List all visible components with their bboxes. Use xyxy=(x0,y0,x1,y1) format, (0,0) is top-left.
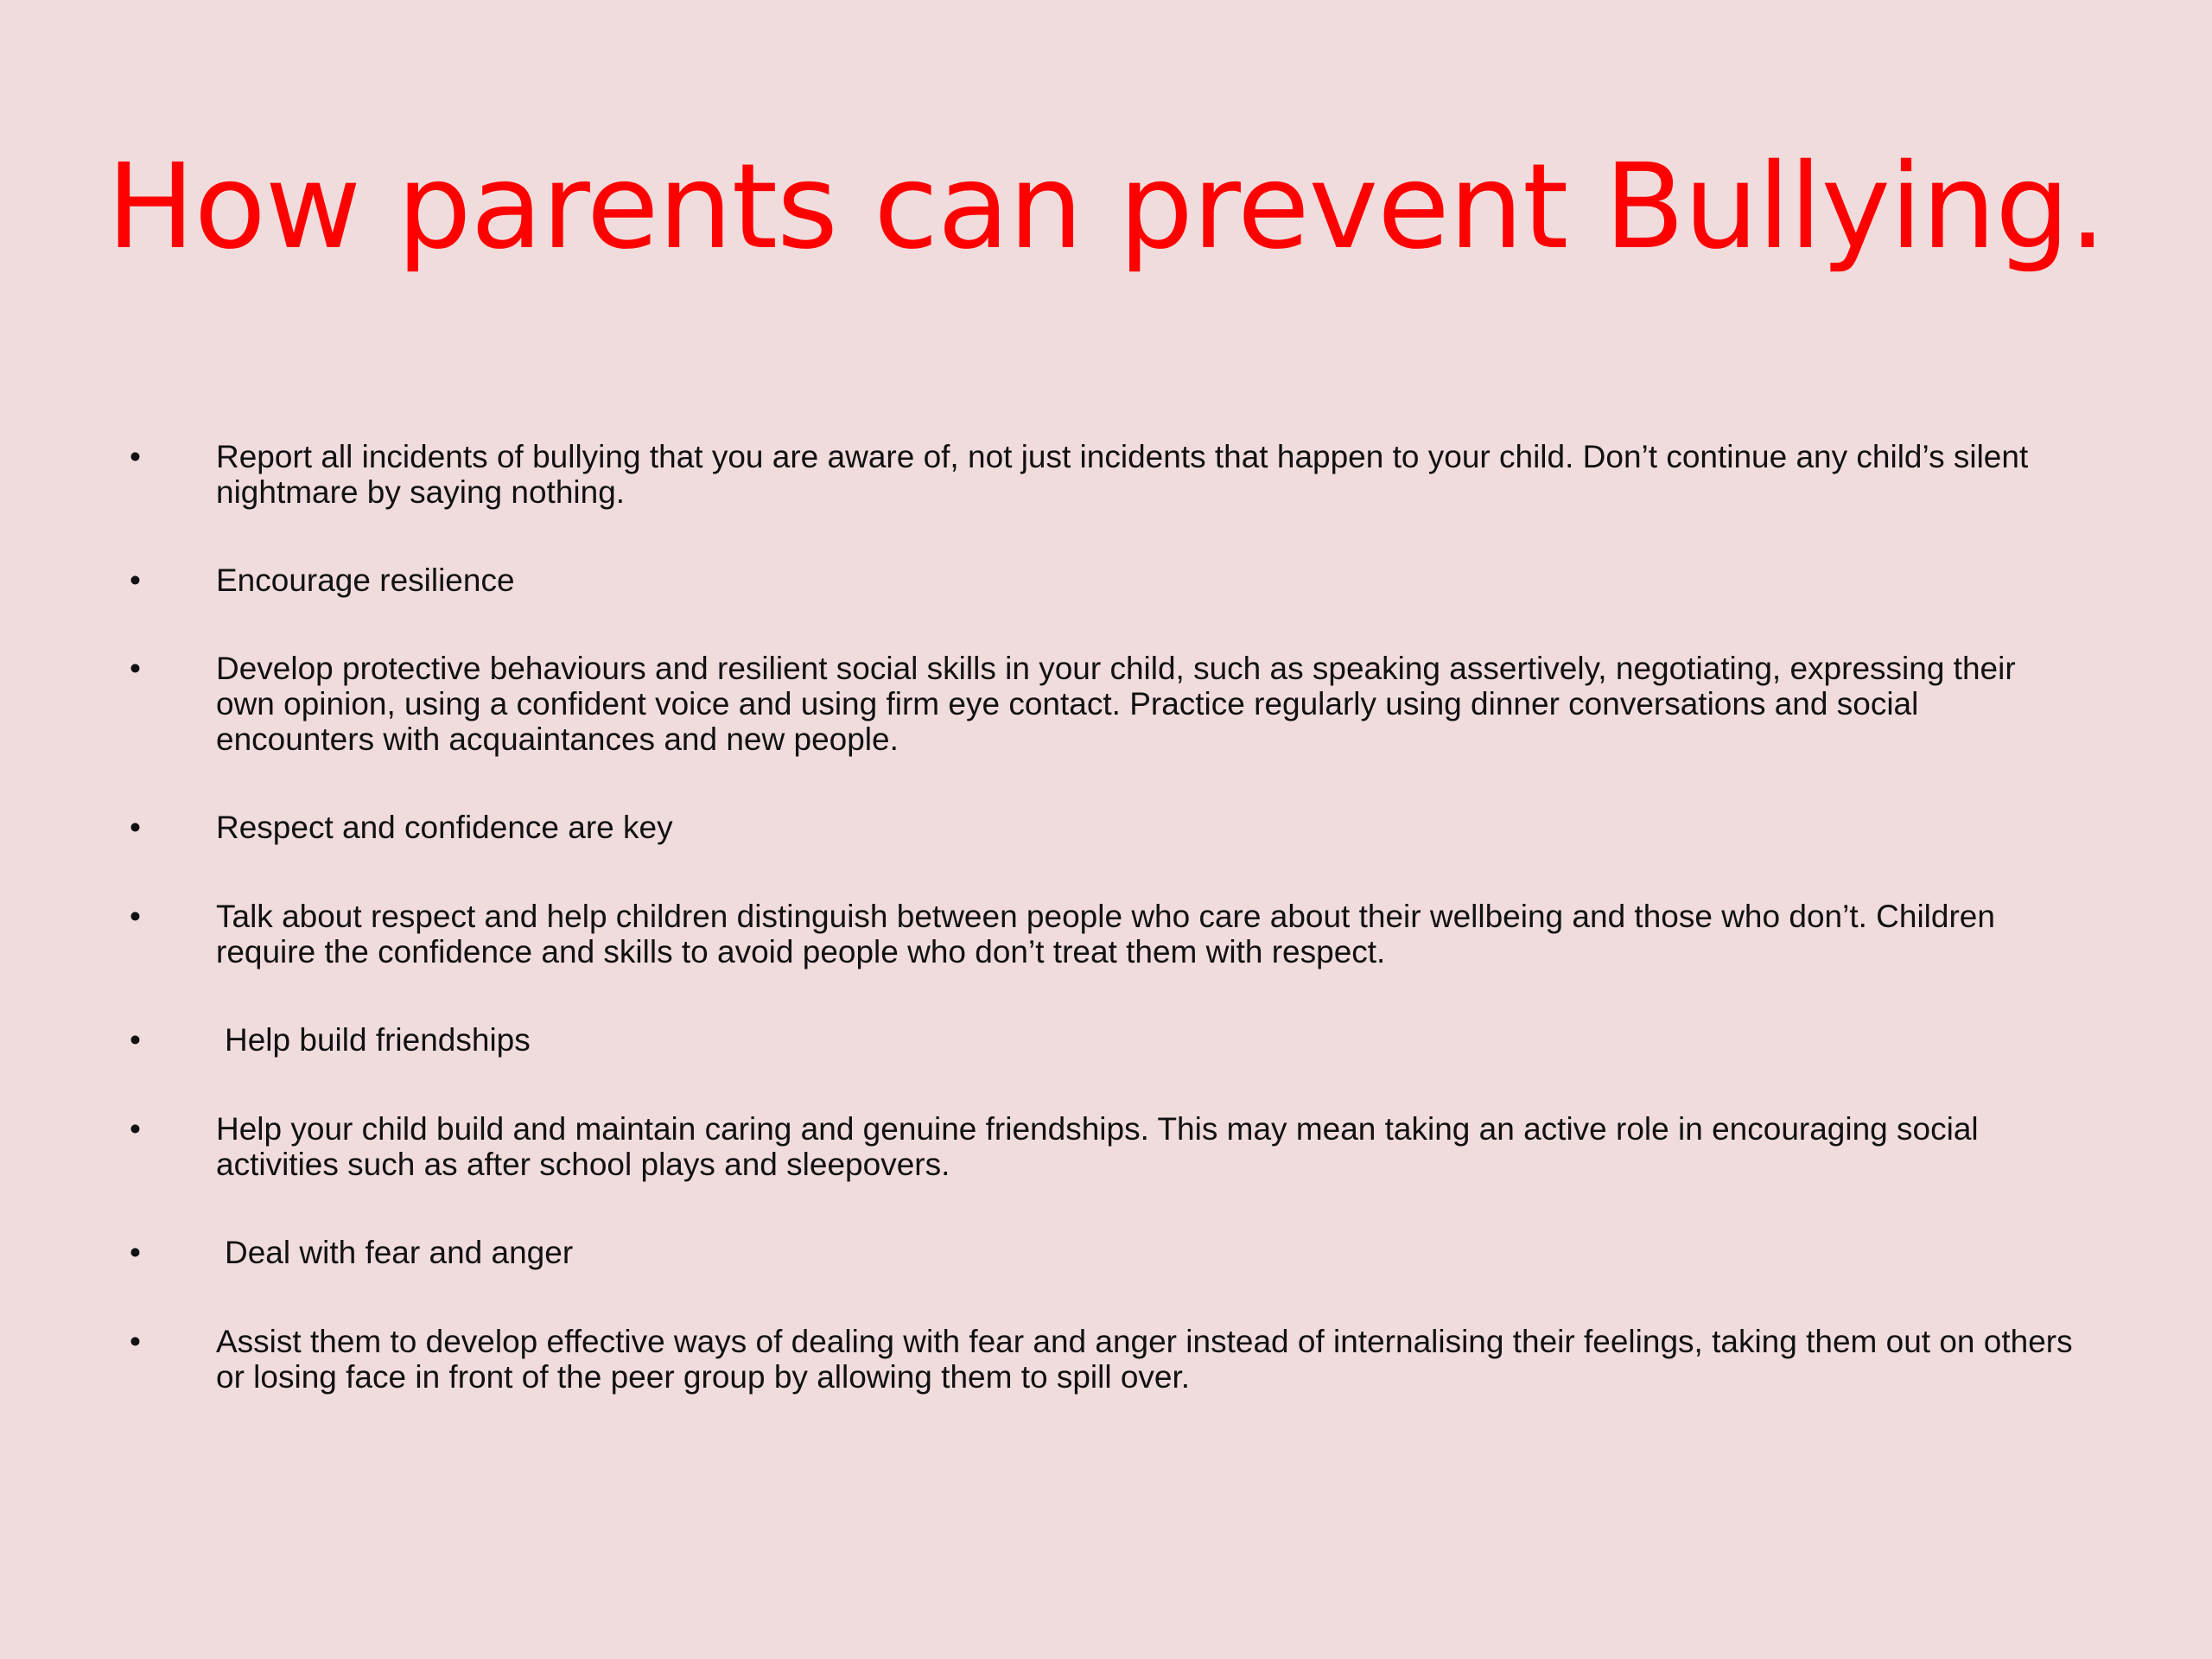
bullet-icon: • xyxy=(130,563,141,598)
bullet-text: Assist them to develop effective ways of dealing with fear and anger instead of internalising their feelings, taking them out on others or losing face in front of the peer group by allowing them to spill over. xyxy=(216,1324,2073,1395)
bullet-icon: • xyxy=(130,1324,141,1359)
bullet-item-report-incidents xyxy=(130,439,2082,510)
bullet-item-talk-about-respect xyxy=(130,899,2082,969)
bullet-text: Respect and confidence are key xyxy=(216,810,673,845)
bullet-icon: • xyxy=(130,1022,141,1058)
bullet-icon: • xyxy=(130,1111,141,1147)
bullet-icon: • xyxy=(130,810,141,845)
bullet-item-protective-behaviours xyxy=(130,651,2082,757)
bullet-icon: • xyxy=(130,1235,141,1270)
bullet-icon: • xyxy=(130,439,141,474)
bullet-item-fear-anger xyxy=(130,1235,2082,1270)
bullet-text: Deal with fear and anger xyxy=(225,1235,574,1270)
bullet-item-maintain-friendships xyxy=(130,1111,2082,1182)
bullet-icon: • xyxy=(130,899,141,934)
bullet-icon: • xyxy=(130,651,141,686)
bullet-text: Develop protective behaviours and resilient social skills in your child, such as speaking assertively, negotiating, expressing their own opinion, using a confident voice and using firm eye contact. Practice regularly using dinner conversations and social encounters with acquaintances and new people. xyxy=(216,651,2016,757)
bullet-item-assist-them xyxy=(130,1324,2082,1395)
bullet-text: Report all incidents of bullying that you are aware of, not just incidents that happen to your child. Don’t continue any child’s silent nightmare by saying nothing. xyxy=(216,439,2029,510)
bullet-text: Help build friendships xyxy=(225,1022,531,1058)
bullet-text: Talk about respect and help children distinguish between people who care about their wellbeing and those who don’t. Children require the confidence and skills to avoid people who don’t treat them with respect. xyxy=(216,899,1995,969)
bullet-item-respect-confidence xyxy=(130,810,2082,845)
bullet-item-build-friendships xyxy=(130,1022,2082,1058)
bullet-item-encourage-resilience xyxy=(130,563,2082,598)
slide-title: How parents can prevent Bullying. xyxy=(106,139,2106,276)
bullet-text: Encourage resilience xyxy=(216,563,515,598)
bullet-text: Help your child build and maintain caring and genuine friendships. This may mean taking an active role in encouraging social activities such as after school plays and sleepovers. xyxy=(216,1111,1979,1182)
